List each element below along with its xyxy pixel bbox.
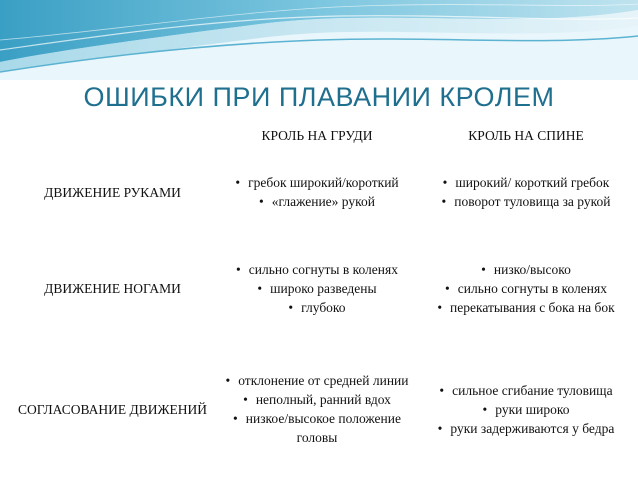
list-item: • перекатывания с бока на бок — [437, 298, 614, 317]
row-label-arms: ДВИЖЕНИЕ РУКАМИ — [44, 184, 181, 200]
row-label-legs: ДВИЖЕНИЕ НОГАМИ — [44, 280, 181, 296]
list-item: • неполный, ранний вдох — [243, 390, 391, 409]
list-item: • широкий/ короткий гребок — [443, 173, 610, 192]
list-item: • сильно согнуты в коленях — [445, 279, 607, 298]
list-item: • поворот туловища за рукой — [442, 192, 611, 211]
list-item: • «глажение» рукой — [259, 192, 375, 211]
list-item: • гребок широкий/короткий — [235, 173, 398, 192]
cell-coordination-chest — [218, 348, 416, 470]
list-item: • низко/высоко — [481, 260, 571, 279]
cell-coordination-back — [420, 348, 632, 470]
list-item: • сильно согнуты в коленях — [236, 260, 398, 279]
cell-legs-chest — [218, 238, 416, 338]
wave-header-decoration — [0, 0, 638, 80]
list-item: • отклонение от средней линии — [225, 371, 408, 390]
list-item: • сильное сгибание туловища — [439, 381, 612, 400]
list-item: • широко разведены — [257, 279, 376, 298]
cell-arms-back — [420, 152, 632, 232]
cell-legs-back — [420, 238, 632, 338]
column-header-chest: КРОЛЬ НА ГРУДИ — [261, 127, 373, 143]
list-item: • глубоко — [288, 298, 345, 317]
column-header-back: КРОЛЬ НА СПИНЕ — [468, 127, 584, 143]
list-item: • низкое/высокое положение головы — [218, 409, 416, 447]
list-item: • руки задерживаются у бедра — [438, 419, 615, 438]
page-title: ОШИБКИ ПРИ ПЛАВАНИИ КРОЛЕМ — [83, 82, 555, 112]
cell-arms-chest — [218, 152, 416, 232]
row-label-coordination: СОГЛАСОВАНИЕ ДВИЖЕНИЙ — [17, 401, 208, 417]
list-item: • руки широко — [483, 400, 570, 419]
